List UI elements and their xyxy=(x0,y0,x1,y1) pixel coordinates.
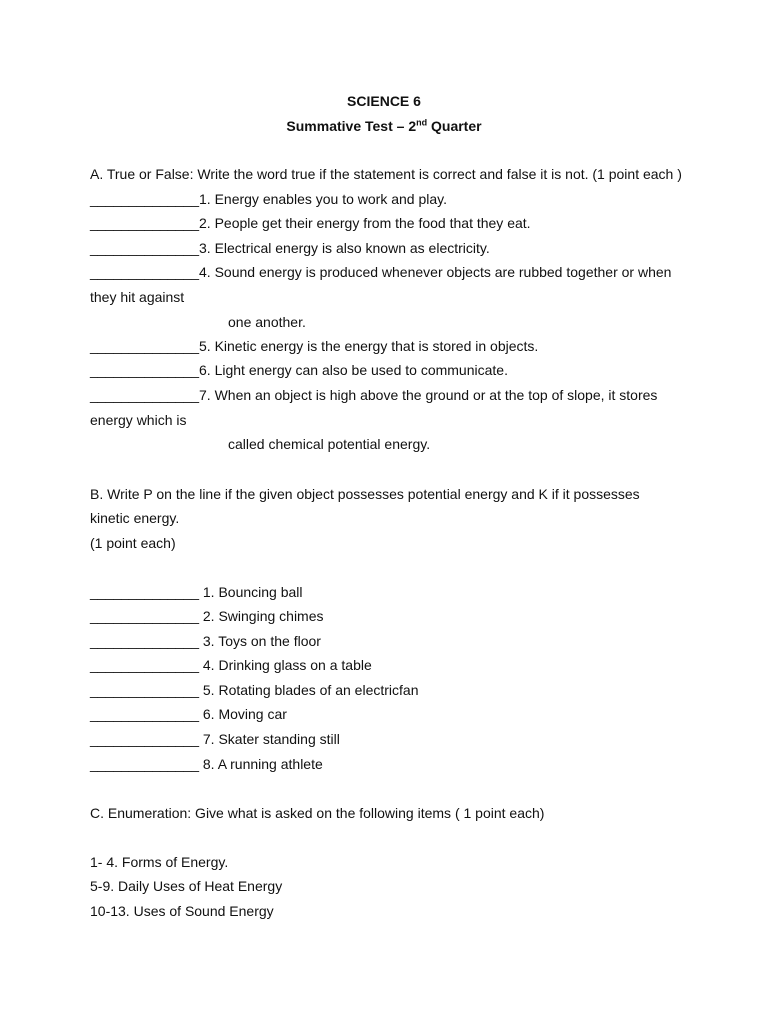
section-a-item: ______________3. Electrical energy is also known as electricity. xyxy=(90,240,490,256)
section-c-item: 1- 4. Forms of Energy. xyxy=(90,854,229,870)
subject-title: SCIENCE 6 xyxy=(347,93,421,109)
section-a-item: ______________7. When an object is high above the ground or at the top of slope, it stores xyxy=(90,387,658,403)
test-title xyxy=(0,117,768,135)
section-a-item-continuation: one another. xyxy=(228,314,306,330)
test-title-prefix: Summative Test – 2 xyxy=(286,118,417,134)
section-a-item: ______________2. People get their energy from the food that they eat. xyxy=(90,215,531,231)
section-a-item-continuation: energy which is xyxy=(90,412,187,428)
section-c-instruction: C. Enumeration: Give what is asked on the following items ( 1 point each) xyxy=(90,805,545,821)
section-a-instruction: A. True or False: Write the word true if the statement is correct and false it is not. (1 point each ) xyxy=(90,166,682,182)
section-b-item: ______________ 8. A running athlete xyxy=(90,756,323,772)
section-a-item: ______________6. Light energy can also be used to communicate. xyxy=(90,362,508,378)
section-a-item-continuation: they hit against xyxy=(90,289,185,305)
section-a-item: ______________4. Sound energy is produced whenever objects are rubbed together or when xyxy=(90,264,672,280)
section-b-instruction: B. Write P on the line if the given object possesses potential energy and K if it possesses xyxy=(90,486,640,502)
section-b-item: ______________ 1. Bouncing ball xyxy=(90,584,303,600)
section-b-points: (1 point each) xyxy=(90,535,176,551)
section-b-instruction: kinetic energy. xyxy=(90,510,180,526)
test-title-superscript: nd xyxy=(416,117,428,128)
section-c-item: 10-13. Uses of Sound Energy xyxy=(90,903,274,919)
section-a-item-continuation: called chemical potential energy. xyxy=(228,436,431,452)
section-b-item: ______________ 5. Rotating blades of an electricfan xyxy=(90,682,419,698)
section-b-item: ______________ 3. Toys on the floor xyxy=(90,633,321,649)
test-title-suffix: Quarter xyxy=(427,118,482,134)
section-b-item: ______________ 6. Moving car xyxy=(90,706,287,722)
section-b-item: ______________ 2. Swinging chimes xyxy=(90,608,324,624)
section-a-item: ______________1. Energy enables you to work and play. xyxy=(90,191,448,207)
section-b-item: ______________ 4. Drinking glass on a table xyxy=(90,657,372,673)
section-b-item: ______________ 7. Skater standing still xyxy=(90,731,340,747)
section-a-item: ______________5. Kinetic energy is the energy that is stored in objects. xyxy=(90,338,539,354)
section-c-item: 5-9. Daily Uses of Heat Energy xyxy=(90,878,283,894)
